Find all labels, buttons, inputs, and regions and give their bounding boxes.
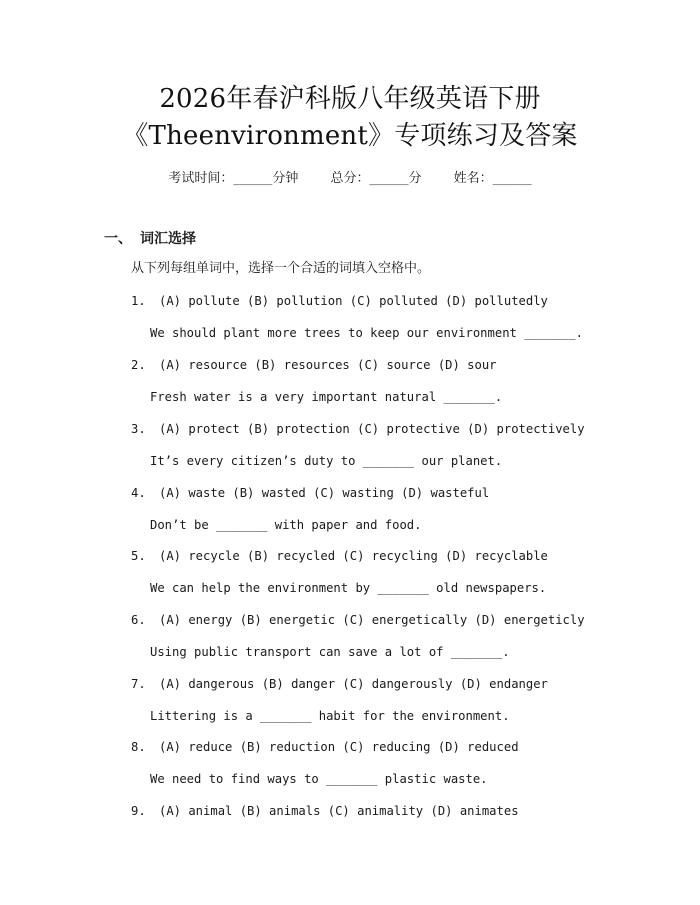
question-number: 6. <box>131 613 146 627</box>
section-number: 一、 <box>104 231 132 247</box>
question-number: 9. <box>131 804 146 818</box>
options-text: (A) recycle (B) recycled (C) recycling (D) recyclable <box>159 549 548 563</box>
exam-time-field: 考试时间：______分钟 <box>168 171 299 186</box>
question-item <box>131 611 691 661</box>
section-instruction: 从下列每组单词中，选择一个合适的词填入空格中。 <box>131 261 431 276</box>
question-item <box>131 420 691 470</box>
section-title: 词汇选择 <box>140 231 196 247</box>
question-item <box>131 356 691 406</box>
question-options <box>131 738 691 756</box>
question-item <box>131 675 691 725</box>
total-score-field: 总分：______分 <box>330 171 422 186</box>
question-sentence: We can help the environment by _______ old newspapers. <box>150 581 547 595</box>
question-number: 5. <box>131 549 146 563</box>
question-options <box>131 420 691 438</box>
question-sentence: Don’t be _______ with paper and food. <box>150 518 422 532</box>
page-title-line1: 2026年春沪科版八年级英语下册 <box>159 84 541 114</box>
question-item <box>131 738 691 788</box>
question-item <box>131 484 691 534</box>
page-title-line2: 《Theenvironment》专项练习及答案 <box>122 121 578 151</box>
question-item <box>131 547 691 597</box>
question-sentence: Using public transport can save a lot of _______. <box>150 645 510 659</box>
question-options <box>131 802 691 820</box>
question-number: 1. <box>131 294 146 308</box>
question-sentence: It’s every citizen’s duty to _______ our planet. <box>150 454 503 468</box>
question-sentence: Fresh water is a very important natural _______. <box>150 390 503 404</box>
options-text: (A) dangerous (B) danger (C) dangerously (D) endanger <box>159 677 548 691</box>
options-text: (A) animal (B) animals (C) animality (D) animates <box>159 804 519 818</box>
question-options <box>131 675 691 693</box>
question-number: 4. <box>131 486 146 500</box>
question-options <box>131 611 691 629</box>
question-sentence: We need to find ways to _______ plastic waste. <box>150 772 488 786</box>
question-sentence: Littering is a _______ habit for the environment. <box>150 709 510 723</box>
exam-info <box>0 170 700 188</box>
options-text: (A) reduce (B) reduction (C) reducing (D) reduced <box>159 740 519 754</box>
question-item <box>131 292 691 342</box>
options-text: (A) pollute (B) pollution (C) polluted (D) pollutedly <box>159 294 548 308</box>
question-options <box>131 484 691 502</box>
options-text: (A) energy (B) energetic (C) energetically (D) energeticly <box>159 613 585 627</box>
question-number: 8. <box>131 740 146 754</box>
question-item <box>131 802 691 820</box>
options-text: (A) waste (B) wasted (C) wasting (D) wasteful <box>159 486 490 500</box>
options-text: (A) protect (B) protection (C) protective (D) protectively <box>159 422 585 436</box>
question-options <box>131 292 691 310</box>
question-options <box>131 356 691 374</box>
student-name-field: 姓名：______ <box>453 171 532 186</box>
question-sentence: We should plant more trees to keep our environment _______. <box>150 326 583 340</box>
question-number: 3. <box>131 422 146 436</box>
section-heading <box>104 230 196 248</box>
options-text: (A) resource (B) resources (C) source (D) sour <box>159 358 497 372</box>
question-number: 7. <box>131 677 146 691</box>
question-options <box>131 547 691 565</box>
question-number: 2. <box>131 358 146 372</box>
